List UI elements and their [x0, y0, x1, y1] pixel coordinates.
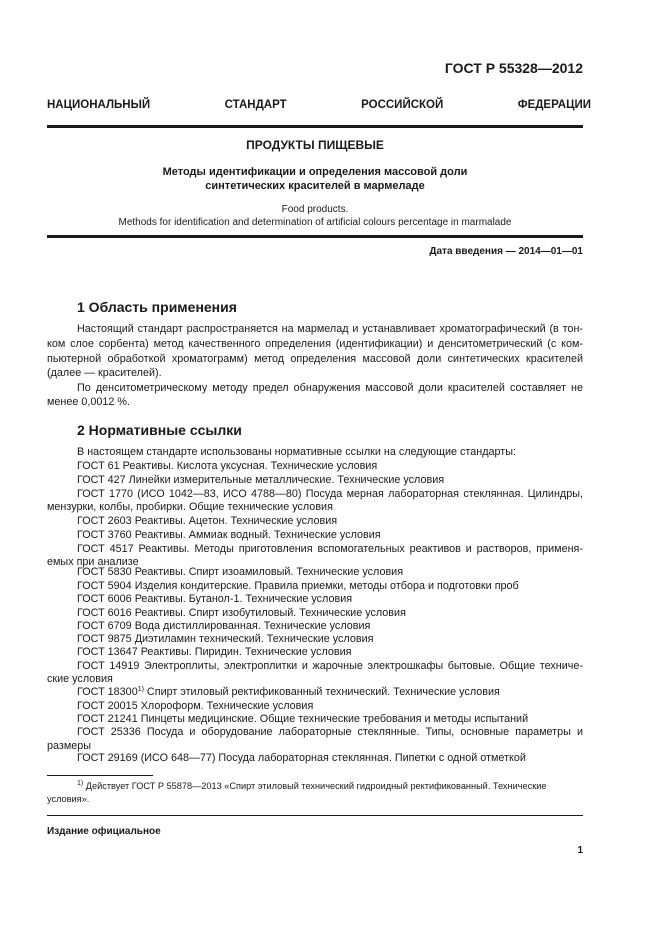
section-2-line: В настоящем стандарте использованы нормативные ссылки на следующие стандарты: [77, 446, 516, 458]
section-1-line: пьютерной обработкой хроматограмм) метод определения массовой доли синтетических красителей [47, 353, 583, 365]
page-number: 1 [577, 845, 583, 856]
section-2-heading: 2 Нормативные ссылки [77, 422, 242, 438]
section-1-line: Настоящий стандарт распространяется на мармелад и устанавливает хроматографический (в тон- [77, 323, 583, 335]
footer-divider [47, 815, 583, 816]
footnote-divider [47, 775, 153, 776]
section-1-line: ком слое сорбента) метод качественного определения (идентификации) и денситометрический (с ком- [47, 338, 583, 350]
reference-item: ГОСТ 25336 Посуда и оборудование лабораторные стеклянные. Типы, основные параметры и [77, 726, 583, 738]
header-divider [47, 125, 583, 128]
section-1-line: (далее — красителей). [47, 367, 162, 379]
footnote-text: Действует ГОСТ Р 55878—2013 «Спирт этиловый технический гидроидный ректификованный. Технические [83, 781, 547, 791]
reference-item: ГОСТ 427 Линейки измерительные металлические. Технические условия [77, 474, 445, 486]
title-english [47, 203, 583, 229]
reference-item: ские условия [47, 673, 113, 685]
official-edition-label: Издание официальное [47, 826, 161, 837]
reference-item: ГОСТ 3760 Реактивы. Аммиак водный. Технические условия [77, 529, 381, 541]
section-1-line: менее 0,0012 %. [47, 396, 131, 408]
reference-title: Спирт этиловый ректификованный технический. Технические условия [143, 686, 500, 698]
reference-item: размеры [47, 740, 92, 752]
reference-item: ГОСТ 6006 Реактивы. Бутанол-1. Технические условия [77, 593, 353, 605]
reference-code: ГОСТ 18300 [77, 686, 138, 698]
reference-item: емых при анализе [47, 556, 139, 568]
reference-item: ГОСТ 2603 Реактивы. Ацетон. Технические условия [77, 515, 338, 527]
introduction-date: Дата введения — 2014—01—01 [429, 246, 583, 257]
footnote-mark: 1) [77, 780, 84, 787]
reference-item: ГОСТ 9875 Диэтиламин технический. Технические условия [77, 633, 374, 645]
reference-item: ГОСТ 4517 Реактивы. Методы приготовления вспомогательных реактивов и растворов, применя- [77, 543, 583, 555]
reference-item: ГОСТ 1770 (ИСО 1042—83, ИСО 4788—80) Посуда мерная лабораторная стеклянная. Цилиндры, [77, 488, 583, 500]
reference-item: ГОСТ 6016 Реактивы. Спирт изобутиловый. Технические условия [77, 607, 406, 619]
title-main: ПРОДУКТЫ ПИЩЕВЫЕ [246, 138, 384, 152]
footnote-line-2: условия». [47, 794, 90, 804]
document-code: ГОСТ Р 55328—2012 [444, 60, 583, 76]
english-title-line-1: Food products. [281, 204, 349, 215]
section-1-heading: 1 Область применения [77, 299, 237, 315]
reference-item: ГОСТ 6709 Вода дистиллированная. Технические условия [77, 620, 371, 632]
subtitle-line-1: Методы идентификации и определения массовой доли [162, 166, 468, 178]
reference-item: ГОСТ 14919 Электроплиты, электроплитки и жарочные электрошкафы бытовые. Общие техниче- [77, 660, 583, 672]
title-subtitle [47, 165, 583, 193]
reference-item [77, 686, 500, 698]
reference-item: ГОСТ 29169 (ИСО 648—77) Посуда лабораторная стеклянная. Пипетки с одной отметкой [77, 752, 526, 764]
english-title-line-2: Methods for identification and determination of artificial colours percentage in marmalade [118, 217, 512, 228]
subtitle-line-2: синтетических красителей в мармеладе [205, 180, 425, 192]
reference-item: ГОСТ 5904 Изделия кондитерские. Правила приемки, методы отбора и подготовки проб [77, 580, 519, 592]
reference-item: ГОСТ 21241 Пинцеты медицинские. Общие технические требования и методы испытаний [77, 713, 529, 725]
reference-item: ГОСТ 5830 Реактивы. Спирт изоамиловый. Технические условия [77, 566, 404, 578]
footnote-ref-mark: 1) [137, 686, 144, 693]
reference-item: ГОСТ 20015 Хлороформ. Технические условия [77, 700, 314, 712]
national-standard-banner: НАЦИОНАЛЬНЫЙ СТАНДАРТ РОССИЙСКОЙ ФЕДЕРАЦИИ [47, 99, 591, 111]
reference-item: мензурки, колбы, пробирки. Общие технические условия [47, 501, 333, 513]
title-divider [47, 235, 583, 238]
section-1-line: По денситометрическому методу предел обнаружения массовой доли красителей составляет не [77, 382, 583, 394]
reference-item: ГОСТ 13647 Реактивы. Пиридин. Технические условия [77, 646, 352, 658]
footnote-line-1 [77, 781, 546, 791]
reference-item: ГОСТ 61 Реактивы. Кислота уксусная. Технические условия [77, 460, 378, 472]
